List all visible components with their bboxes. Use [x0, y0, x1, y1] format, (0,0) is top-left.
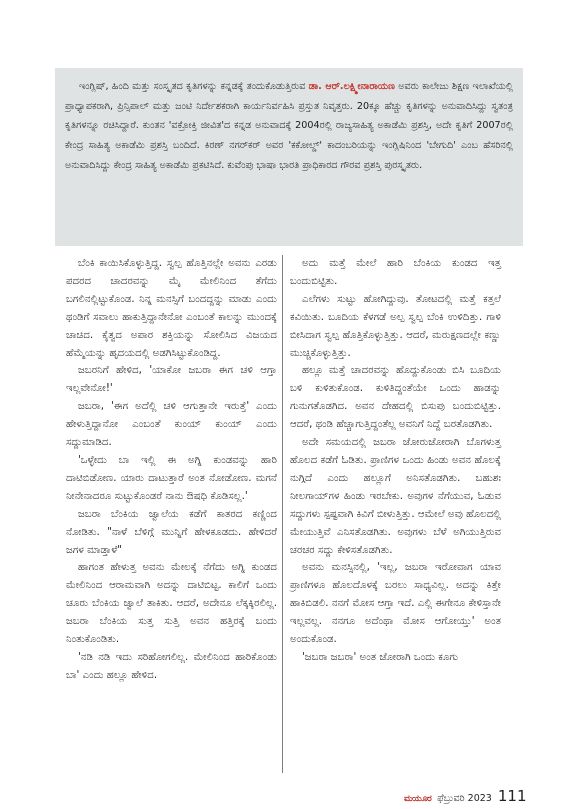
- paragraph: ಹಾಗಂತ ಹೇಳುತ್ತ ಅವನು ಮೇಲಕ್ಕೆ ನೆಗೆದು ಅಗ್ನಿ ಕುಂಡದ ಮೇಲಿನಿಂದ ಆರಾಮವಾಗಿ ಅದನ್ನು ದಾಟಿಬಿಟ್ಟ. ಕಾಲಿಗೆ ಒಂದು ಚೂರು ಬೆಂಕಿಯ ಜ್ವಾಲೆ ತಾಕಿತು. ಆದರೆ, ಅದೇನೂ ಲೆಕ್ಕಕ್ಕಿರಲಿಲ್ಲ. ಜಬರಾ ಬೆಂಕಿಯ ಸುತ್ತ ಸುತ್ತಿ ಅವನ ಹತ್ತಿರಕ್ಕೆ ಬಂದು ನಿಂತುಕೊಂಡಿತು.: [66, 562, 277, 646]
- bio-text-rest: ಅವರು ಕಾಲೇಜು ಶಿಕ್ಷಣ ಇಲಾಖೆಯಲ್ಲಿ ಪ್ರಾಧ್ಯಾಪಕರಾಗಿ, ಪ್ರಿನ್ಸಿಪಾಲ್ ಮತ್ತು ಜಂಟಿ ನಿರ್ದೇಶಕರಾಗಿ ಕಾರ್ಯನಿರ್ವಹಿಸಿ ಪ್ರಸ್ತುತ ನಿವೃತ್ತರು. 20ಕ್ಕೂ ಹೆಚ್ಚು ಕೃತಿಗಳನ್ನು ಅನುವಾದಿಸಿದ್ದು ಸ್ವತಂತ್ರ ಕೃತಿಗಳನ್ನೂ ರಚಿಸಿದ್ದಾರೆ. ಕುಂತನ 'ವಕ್ರೋಕ್ತಿ ಜೀವಿತ'ದ ಕನ್ನಡ ಅನುವಾದಕ್ಕೆ 2004ರಲ್ಲಿ ರಾಜ್ಯಸಾಹಿತ್ಯ ಅಕಾಡೆಮಿ ಪ್ರಶಸ್ತಿ, ಅದೇ ಕೃತಿಗೆ 2007ರಲ್ಲಿ ಕೇಂದ್ರ ಸಾಹಿತ್ಯ ಅಕಾಡೆಮಿ ಪ್ರಶಸ್ತಿ ಬಂದಿದೆ. ಕಿರಣ್ ನಗರ್‌ಕರ್ ಅವರ 'ಕಕೋಲ್ಡ್' ಕಾದಂಬರಿಯನ್ನು ಇಂಗ್ಲಿಷಿನಿಂದ 'ಬೇಗುದಿ' ಎಂಬ ಹೆಸರಿನಲ್ಲಿ ಅನುವಾದಿಸಿದ್ದು ಕೇಂದ್ರ ಸಾಹಿತ್ಯ ಅಕಾಡೆಮಿ ಪ್ರಕಟಿಸಿದೆ. ಕುವೆಂಪು ಭಾಷಾ ಭಾರತಿ ಪ್ರಾಧಿಕಾರದ ಗೌರವ ಪ್ರಶಸ್ತಿ ಪುರಸ್ಕೃತರು.: [65, 81, 513, 171]
- issue-date: ಫೆಬ್ರುವರಿ 2023: [437, 793, 492, 804]
- paragraph: ಅದು ಮತ್ತೆ ಮೇಲೆ ಹಾರಿ ಬೆಂಕಿಯ ಕುಂಡದ ಇತ್ತ ಬಂದುಬಿಟ್ಟಿತು.: [290, 258, 501, 287]
- column-divider: [282, 255, 283, 773]
- author-name: ಡಾ. ಆರ್.ಲಕ್ಷ್ಮೀನಾರಾಯಣ: [308, 81, 395, 92]
- paragraph: 'ಒಳ್ಳೇದು ಬಾ ಇಲ್ಲಿ ಈ ಅಗ್ನಿ ಕುಂಡವನ್ನು ಹಾರಿ ದಾಟಿಬಿಡೋಣ. ಯಾರು ದಾಟುತ್ತಾರೆ ಅಂತ ನೋಡೋಣ. ಮಗನೆ ನೀನೇನಾದರೂ ಸುಟ್ಟುಕೊಂಡರೆ ನಾನು ಔಷಧಿ ಕೊಡಿಸಲ್ಲ.': [66, 454, 277, 502]
- story-column-right: [290, 255, 501, 667]
- magazine-logo: ಮಯೂರ: [404, 794, 432, 804]
- paragraph: ಅವನು ಮನಸ್ಸಿನಲ್ಲಿ, 'ಇಲ್ಲ, ಜಬರಾ ಇರೋವಾಗ ಯಾವ ಪ್ರಾಣಿಗಳೂ ಹೊಲದೊಳಕ್ಕೆ ಬರಲು ಸಾಧ್ಯವಿಲ್ಲ. ಅದನ್ನು ಕಿತ್ತೇ ಹಾಕಿಬಿಡಲಿ. ನನಗೆ ಮೋಸ ಆಗ್ತಾ ಇದೆ. ಎಲ್ಲಿ ಈಗೇನೂ ಕೇಳಿಸ್ತಾನೇ ಇಲ್ಲವಲ್ಲ. ನನಗೂ ಅದೆಂಥಾ ಮೋಸ ಆಗೋಯ್ತು' ಅಂತ ಅಂದುಕೊಂಡ.: [290, 562, 501, 646]
- paragraph: 'ಜಬರಾ ಜಬರಾ' ಅಂತ ಜೋರಾಗಿ ಒಂದು ಕೂಗು: [302, 651, 459, 663]
- paragraph: ಎಲೆಗಳು ಸುಟ್ಟು ಹೋಗಿದ್ದುವು. ತೋಟದಲ್ಲಿ ಮತ್ತೆ ಕತ್ತಲೆ ಕವಿಯಿತು. ಬೂದಿಯ ಕೆಳಗಡೆ ಅಲ್ಪ ಸ್ವಲ್ಪ ಬೆಂಕಿ ಉಳಿದಿತ್ತು. ಗಾಳಿ ಬೀಸಿದಾಗ ಸ್ವಲ್ಪ ಹೊತ್ತಿಕೊಳ್ಳುತ್ತಿತ್ತು. ಆದರೆ, ಮರುಕ್ಷಣದಲ್ಲೇ ಕಣ್ಣು ಮುಚ್ಚಿಕೊಳ್ಳುತ್ತಿತ್ತು.: [290, 293, 501, 359]
- paragraph: ಜಬರಾ, 'ಈಗ ಅದೆಲ್ಲಿ ಚಳಿ ಆಗುತ್ತಾನೇ ಇರುತ್ತೆ' ಎಂದು ಹೇಳುತ್ತಿದ್ದಾನೋ ಎಂಬಂತೆ ಕುಂಯ್ ಕುಂಯ್ ಎಂದು ಸದ್ದುಮಾಡಿದ.: [66, 401, 277, 449]
- story-column-left: [66, 255, 277, 685]
- author-bio-box: [55, 68, 523, 246]
- paragraph: ಬೆಂಕಿ ಕಾಯಿಸಿಕೊಳ್ಳುತ್ತಿದ್ದ. ಸ್ವಲ್ಪ ಹೊತ್ತಿನಲ್ಲೇ ಅವನು ಎರಡು ಪದರದ ಚಾದರವನ್ನು ಮೈ ಮೇಲಿನಿಂದ ತೆಗೆದು ಬಗಲಿನಲ್ಲಿಟ್ಟುಕೊಂಡ. ನಿನ್ನ ಮನಸ್ಸಿಗೆ ಬಂದದ್ದನ್ನು ಮಾಡು ಎಂದು ಥಂಡಿಗೆ ಸವಾಲು ಹಾಕುತ್ತಿದ್ದಾನೇನೋ ಎಂಬಂತೆ ಕಾಲನ್ನು ಮುಂದಕ್ಕೆ ಚಾಚಿದ. ಕೈತ್ವದ ಅಪಾರ ಶಕ್ತಿಯನ್ನು ಸೋಲಿಸಿದ ವಿಜಯದ ಹೆಮ್ಮೆಯನ್ನು ಹೃದಯದಲ್ಲಿ ಅಡಗಿಸಿಟ್ಟುಕೊಂಡಿದ್ದ.: [66, 258, 277, 359]
- paragraph: ಹಲ್ಲೂ ಮತ್ತೆ ಚಾದರವನ್ನು ಹೊದ್ದುಕೊಂಡು ಬಿಸಿ ಬೂದಿಯ ಬಳಿ ಕುಳಿತುಕೊಂಡ. ಕುಳಿತಿದ್ದಂತೆಯೇ ಒಂದು ಹಾಡನ್ನು ಗುನುಗತೊಡಗಿದ. ಅವನ ದೇಹದಲ್ಲಿ ಬಿಸುಪು ಬಂದುಬಿಟ್ಟಿತ್ತು. ಆದರೆ, ಥಂಡಿ ಹೆಚ್ಚಾಗುತ್ತಿದ್ದಂತೆಲ್ಲ ಅವನಿಗೆ ನಿದ್ದೆ ಬರತೊಡಗಿತು.: [290, 365, 501, 431]
- paragraph: 'ನಡಿ ನಡಿ ಇದು ಸರಿಹೋಗಲಿಲ್ಲ. ಮೇಲಿನಿಂದ ಹಾರಿಕೊಂಡು ಬಾ' ಎಂದು ಹಲ್ಲೂ ಹೇಳಿದ.: [66, 651, 277, 681]
- page-number: 111: [497, 787, 527, 805]
- author-bio-text: [65, 77, 513, 176]
- bio-text-lead: ಇಂಗ್ಲಿಷ್, ಹಿಂದಿ ಮತ್ತು ಸಂಸ್ಕೃತದ ಕೃತಿಗಳನ್ನು ಕನ್ನಡಕ್ಕೆ ತಂದುಕೊಡುತ್ತಿರುವ: [79, 81, 309, 92]
- page-footer: [404, 787, 527, 809]
- paragraph: ಅದೇ ಸಮಯದಲ್ಲಿ ಜಬರಾ ಜೋರುಜೋರಾಗಿ ಬೊಗಳುತ್ತ ಹೊಲದ ಕಡೆಗೆ ಓಡಿತು. ಪ್ರಾಣಿಗಳ ಒಂದು ಹಿಂಡು ಅವನ ಹೊಲಕ್ಕೆ ನುಗ್ಗಿದೆ ಎಂದು ಹಲ್ಲೂಗೆ ಅನಿಸತೊಡಗಿತು. ಬಹುಶಃ ನೀಲಗಾಯ್‌ಗಳ ಹಿಂಡು ಇರಬೇಕು. ಅವುಗಳ ನೆಗೆಯುವ, ಓಡುವ ಸದ್ದುಗಳು ಸ್ಪಷ್ಟವಾಗಿ ಕಿವಿಗೆ ಬೀಳುತ್ತಿತ್ತು. ಆಮೇಲೆ ಅವು ಹೊಲದಲ್ಲಿ ಮೇಯುತ್ತಿವೆ ಎನಿಸತೊಡಗಿತು. ಅವುಗಳು ಬೆಳೆ ಅಗಿಯುತ್ತಿರುವ ಚರಚರ ಸದ್ದು ಕೇಳಿಸತೊಡಗಿತು.: [290, 437, 501, 556]
- paragraph: ಜಬರಾ ಬೆಂಕಿಯ ಜ್ವಾಲೆಯ ಕಡೆಗೆ ಕಾತರದ ಕಣ್ಣಿಂದ ನೋಡಿತು. "ನಾಳೆ ಬೆಳಿಗ್ಗೆ ಮುನ್ನಿಗೆ ಹೇಳಕೂಡದು. ಹೇಳಿದರೆ ಜಗಳ ಮಾಡ್ತಾಳೆ": [66, 508, 277, 556]
- paragraph: ಜಬರನಿಗೆ ಹೇಳಿದ, 'ಯಾಕೋ ಜಬರಾ ಈಗ ಚಳಿ ಆಗ್ತಾ ಇಲ್ಲವೇನೋ!': [66, 365, 277, 395]
